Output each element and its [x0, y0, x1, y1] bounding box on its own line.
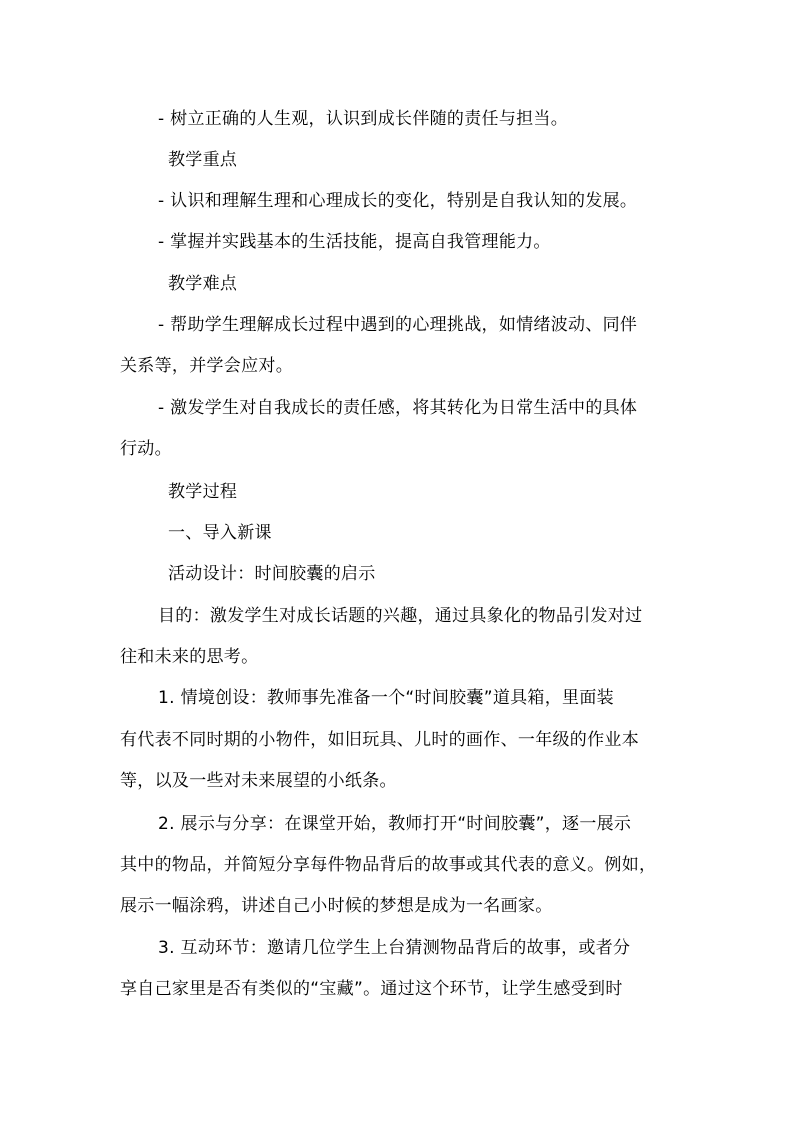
step-3-line-2: 享自己家里是否有类似的“宝藏”。通过这个环节，让学生感受到时: [120, 979, 623, 999]
step-3-line-1: 3. 互动环节：邀请几位学生上台猜测物品背后的故事，或者分: [158, 938, 631, 958]
section-heading-difficulties: 教学难点: [168, 274, 238, 294]
difficulty-2-line-2: 行动。: [120, 439, 172, 459]
step-2-line-3: 展示一幅涂鸦，讲述自己小时候的梦想是成为一名画家。: [120, 896, 553, 916]
objective-line: - 树立正确的人生观，认识到成长伴随的责任与担当。: [158, 109, 569, 129]
step-2-line-1: 2. 展示与分享：在课堂开始，教师打开“时间胶囊”，逐一展示: [158, 814, 632, 834]
difficulty-2-line-1: - 激发学生对自我成长的责任感，将其转化为日常生活中的具体: [158, 398, 638, 418]
step-1-line-2: 有代表不同时期的小物件，如旧玩具、儿时的画作、一年级的作业本: [120, 730, 639, 750]
purpose-line-2: 往和未来的思考。: [120, 647, 259, 667]
difficulty-1-line-2: 关系等，并学会应对。: [120, 356, 293, 376]
step-2-line-2: 其中的物品，并简短分享每件物品背后的故事或其代表的意义。例如，: [120, 855, 657, 875]
step-1-line-3: 等，以及一些对未来展望的小纸条。: [120, 771, 397, 791]
key-point-1: - 认识和理解生理和心理成长的变化，特别是自我认知的发展。: [158, 191, 638, 211]
key-point-2: - 掌握并实践基本的生活技能，提高自我管理能力。: [158, 232, 551, 252]
subsection-heading-intro: 一、导入新课: [168, 523, 272, 543]
section-heading-key-points: 教学重点: [168, 150, 238, 170]
section-heading-process: 教学过程: [168, 482, 238, 502]
activity-design-line: 活动设计：时间胶囊的启示: [168, 564, 376, 584]
purpose-line-1: 目的：激发学生对成长话题的兴趣，通过具象化的物品引发对过: [158, 606, 643, 626]
difficulty-1-line-1: - 帮助学生理解成长过程中遇到的心理挑战，如情绪波动、同伴: [158, 315, 638, 335]
step-1-line-1: 1. 情境创设：教师事先准备一个“时间胶囊”道具箱，里面装: [158, 688, 614, 708]
